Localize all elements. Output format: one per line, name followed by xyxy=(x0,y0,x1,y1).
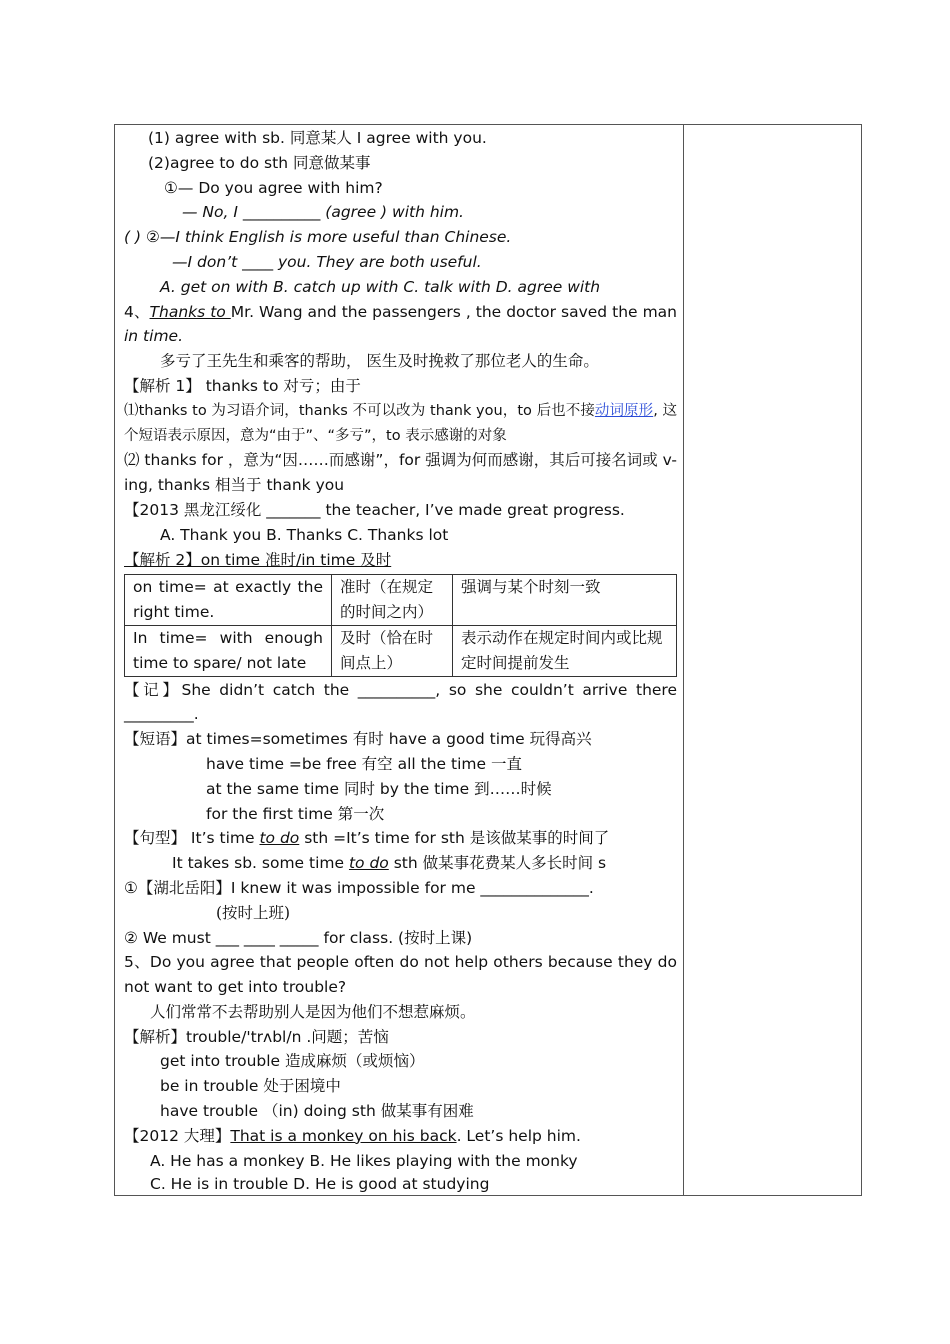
table-row xyxy=(125,625,677,676)
question-number: 4、 xyxy=(124,302,150,321)
pattern-text: sth =It’s time for sth 是该做某事的时间了 xyxy=(299,829,610,848)
exercise-2013: 【2013 黑龙江绥化 _______ the teacher, I’ve made great progress. xyxy=(124,500,625,519)
analysis-text: ⑴thanks to 为习语介词，thanks 不可以改为 thank you，to 后也不接 xyxy=(124,402,595,419)
table-cell: In time= with enough time to spare/ not late xyxy=(125,625,332,676)
usage-2: (2)agree to do sth 同意做某事 xyxy=(148,153,371,172)
question-5-translation: 人们常常不去帮助别人是因为他们不想惹麻烦。 xyxy=(150,1002,476,1021)
exercise-dali xyxy=(124,1124,677,1149)
underlined-phrase: to do xyxy=(348,854,389,873)
phrases-3: at the same time 同时 by the time 到……时候 xyxy=(206,779,552,798)
usage-1: (1) agree with sb. 同意某人 I agree with you. xyxy=(148,129,487,147)
analysis-1-heading: 【解析 1】 thanks to 对亏；由于 xyxy=(124,376,361,395)
exercise-dali-options-1: A. He has a monkey B. He likes playing with the monky xyxy=(150,1151,578,1170)
analysis-2-heading xyxy=(124,548,677,573)
exercise-source: 【2012 大理】 xyxy=(124,1126,231,1145)
question-4 xyxy=(124,300,677,350)
trouble-phrase-1: get into trouble 造成麻烦（或烦恼） xyxy=(160,1052,425,1071)
example-options: A. get on with B. catch up with C. talk with D. agree with xyxy=(160,277,601,296)
analysis-3-heading: 【解析】trouble/'trʌbl/n .问题；苦恼 xyxy=(124,1027,389,1046)
underlined-phrase: Thanks to xyxy=(149,302,231,321)
analysis-1-point-2: ⑵ thanks for ，意为“因……而感谢”，for 强调为何而感谢，其后可接名词或 v-ing, thanks 相当于 thank you xyxy=(124,451,677,495)
worksheet-content xyxy=(124,126,677,1195)
analysis-text: , 这个短语表示原因，意为“由于”、“多亏”，to 表示感谢的对象 xyxy=(124,402,678,444)
table-cell: 表示动作在规定时间内或比规定时间提前发生 xyxy=(453,625,677,676)
pattern-text: It takes sb. some time xyxy=(172,854,349,873)
underlined-sentence: That is a monkey on his back xyxy=(230,1126,457,1145)
example-question-2: ( ) ②—I think English is more useful than Chinese. xyxy=(124,228,512,247)
trouble-phrase-2: be in trouble 处于困境中 xyxy=(160,1077,341,1096)
phrases-1: 【短语】at times=sometimes 有时 have a good time 玩得高兴 xyxy=(124,730,592,749)
table-cell: on time= at exactly the right time. xyxy=(125,575,332,626)
verb-base-form-link[interactable]: 动词原形 xyxy=(594,402,654,419)
exercise-hubei-hint: (按时上班) xyxy=(216,903,291,922)
exercise-hubei: ①【湖北岳阳】I knew it was impossible for me ______________. xyxy=(124,878,594,897)
pattern-text: sth 做某事花费某人多长时间 s xyxy=(388,854,607,873)
table-cell: 及时（恰在时间点上） xyxy=(332,625,453,676)
analysis-2-title: 【解析 2】on time 准时/in time 及时 xyxy=(124,550,392,569)
time-comparison-table xyxy=(124,574,677,676)
underlined-phrase: to do xyxy=(259,829,300,848)
exercise-dali-options-2: C. He is in trouble D. He is good at studying xyxy=(150,1175,490,1194)
phrases-4: for the first time 第一次 xyxy=(206,804,385,823)
question-5: 5、Do you agree that people often do not help others because they do not want to get into trouble? xyxy=(124,953,677,997)
analysis-1-point-1 xyxy=(124,399,677,449)
question-4-translation: 多亏了王先生和乘客的帮助， 医生及时挽救了那位老人的生命。 xyxy=(160,352,599,371)
pattern-text: 【句型】 It’s time xyxy=(124,829,260,848)
exercise-text: . Let’s help him. xyxy=(456,1126,581,1145)
column-divider xyxy=(683,124,684,1196)
question-text: Mr. Wang and the passengers , the doctor saved the man xyxy=(230,302,677,321)
memo-exercise: 【记】She didn’t catch the __________, so she couldn’t arrive there _________. xyxy=(124,680,677,724)
sentence-pattern-1 xyxy=(124,826,677,851)
sentence-pattern-2 xyxy=(124,851,677,876)
exercise-2013-options: A. Thank you B. Thanks C. Thanks lot xyxy=(160,525,449,544)
table-row xyxy=(125,575,677,626)
phrases-2: have time =be free 有空 all the time 一直 xyxy=(206,754,522,773)
example-question: ①— Do you agree with him? xyxy=(164,178,383,197)
example-answer-2: —I don’t ____ you. They are both useful. xyxy=(172,252,482,271)
trouble-phrase-3: have trouble （in) doing sth 做某事有困难 xyxy=(160,1102,474,1121)
table-cell: 准时（在规定的时间之内） xyxy=(332,575,453,626)
table-cell: 强调与某个时刻一致 xyxy=(453,575,677,626)
italic-phrase: in time. xyxy=(124,327,184,346)
example-answer: — No, I __________ (agree ) with him. xyxy=(182,203,464,222)
exercise-we-must: ② We must ___ ____ _____ for class. (按时上课) xyxy=(124,928,473,947)
